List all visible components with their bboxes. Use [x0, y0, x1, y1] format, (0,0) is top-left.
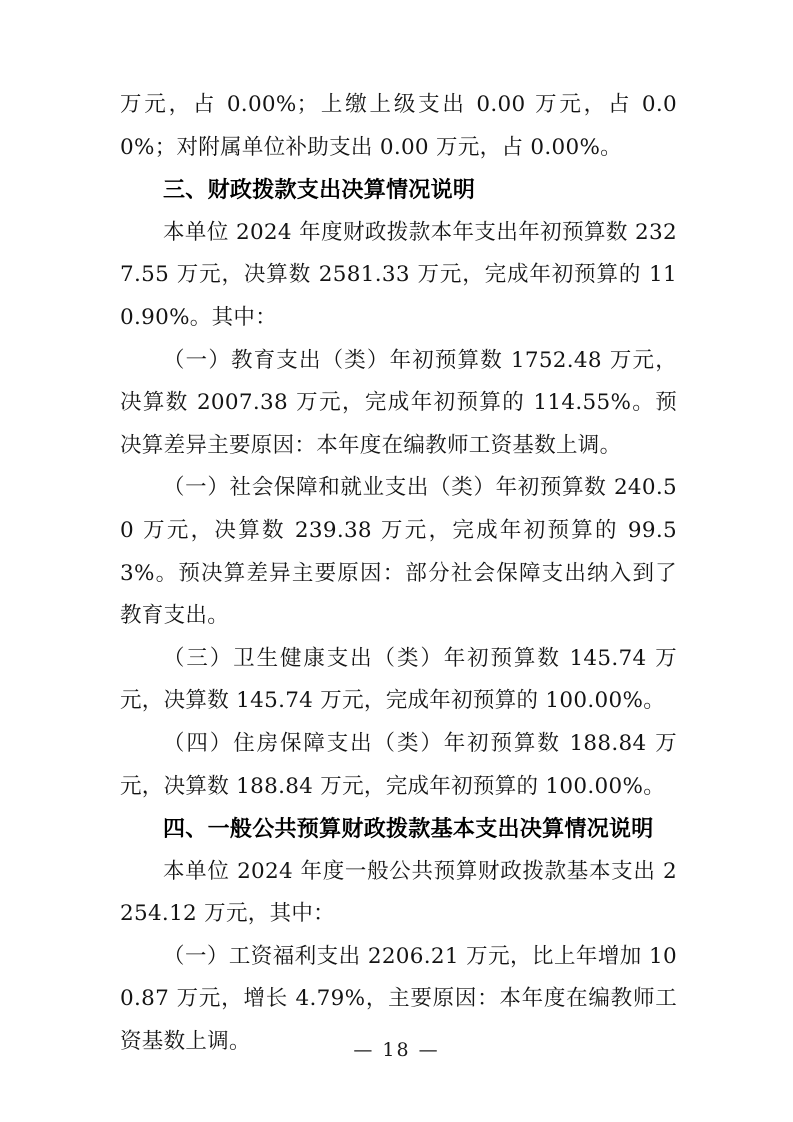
page-number: — 18 — [353, 1039, 440, 1061]
paragraph: 本单位 2024 年度一般公共预算财政拨款基本支出 2254.12 万元，其中： [120, 858, 677, 927]
paragraph-item-social-security: （一）社会保障和就业支出（类）年初预算数 240.50 万元，决算数 239.38 万元，完成年初预算的 99.53%。预决算差异主要原因：部分社会保障支出纳入到了教育支出。 [120, 475, 677, 629]
paragraph: 本单位 2024 年度财政拨款本年支出年初预算数 2327.55 万元，决算数 2581.33 万元，完成年初预算的 110.90%。其中： [120, 219, 677, 330]
paragraph-item-health: （三）卫生健康支出（类）年初预算数 145.74 万元，决算数 145.74 万元，完成年初预算的 100.00%。 [120, 645, 677, 714]
paragraph-item-salary-welfare: （一）工资福利支出 2206.21 万元，比上年增加 100.87 万元，增长 4.79%，主要原因：本年度在编教师工资基数上调。 [120, 943, 677, 1055]
section-heading-4: 四、一般公共预算财政拨款基本支出决算情况说明 [163, 816, 654, 842]
paragraph-item-housing: （四）住房保障支出（类）年初预算数 188.84 万元，决算数 188.84 万元，完成年初预算的 100.00%。 [120, 730, 677, 799]
paragraph-overflow-from-previous-page: 万元，占 0.00%；上缴上级支出 0.00 万元，占 0.00%；对附属单位补助支出 0.00 万元，占 0.00%。 [120, 92, 677, 160]
section-heading-3: 三、财政拨款支出决算情况说明 [163, 177, 476, 203]
document-body [120, 84, 677, 1064]
paragraph-item-education: （一）教育支出（类）年初预算数 1752.48 万元，决算数 2007.38 万元，完成年初预算的 114.55%。预决算差异主要原因：本年度在编教师工资基数上调。 [120, 347, 677, 458]
